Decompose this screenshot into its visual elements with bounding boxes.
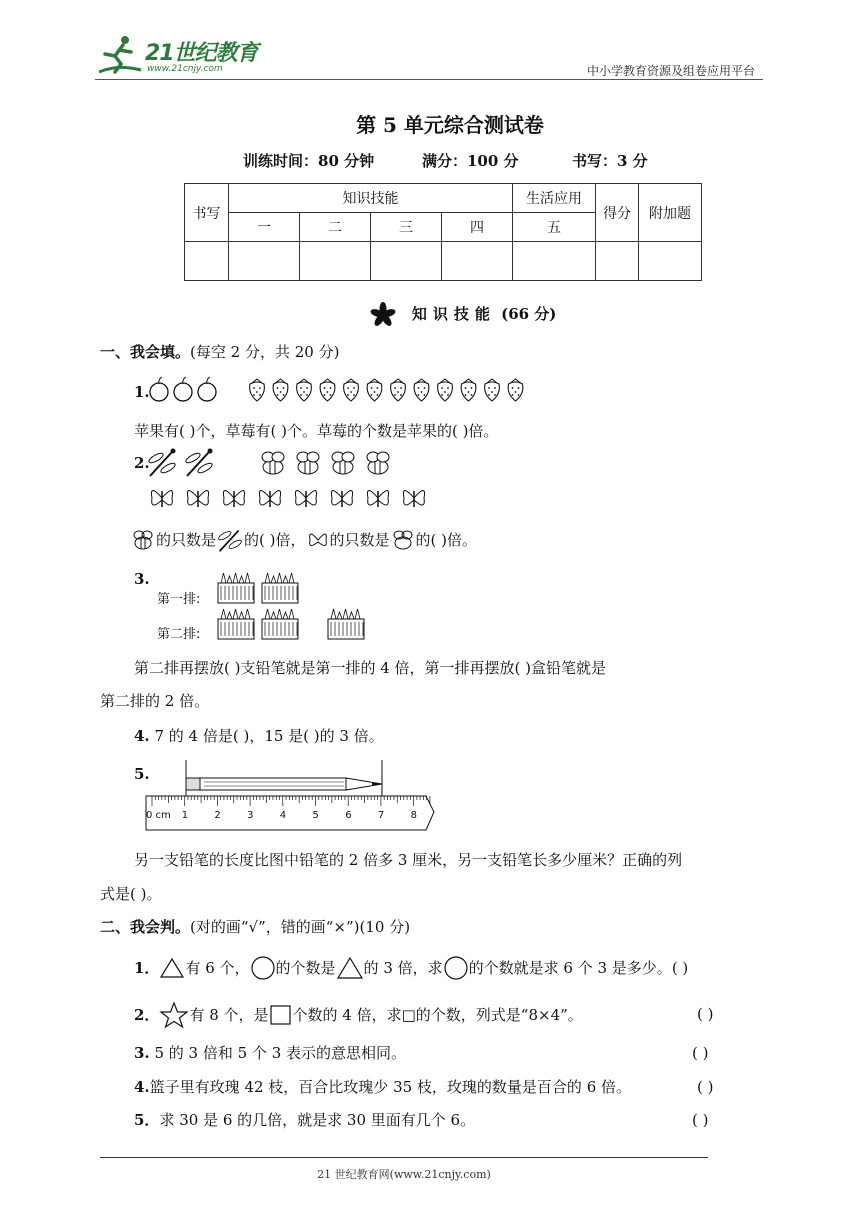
butterfly-icon xyxy=(187,491,208,508)
judge-text: 有 8 个，是 xyxy=(189,1006,269,1024)
score-col-knowledge: 知识技能 xyxy=(229,184,513,213)
ruler-label: 7 xyxy=(377,810,385,821)
ruler-label: 3 xyxy=(247,810,254,821)
judge-text: 的个数是 xyxy=(275,959,336,977)
strawberry-icons xyxy=(246,378,531,402)
platform-label: 中小学教育资源及组卷应用平台 xyxy=(586,64,755,78)
q4-number: 4. xyxy=(134,727,150,745)
apple-icon xyxy=(148,376,170,402)
score-col-bonus: 附加题 xyxy=(639,184,702,242)
score-table xyxy=(184,183,702,281)
section-heading xyxy=(0,302,860,328)
judge-text: 篮子里有玫瑰 42 枝，百合比玫瑰少 35 枝，玫瑰的数量是百合的 6 倍。 xyxy=(149,1078,632,1096)
q5-number: 5. xyxy=(134,765,150,783)
ruler-label: 1 xyxy=(181,810,189,821)
answer-paren[interactable]: ( ) xyxy=(692,1044,709,1062)
pencil-ruler-icon xyxy=(144,760,436,832)
score-col-score: 得分 xyxy=(596,184,639,242)
bee-icon xyxy=(130,528,156,552)
triangle-icon xyxy=(159,957,185,979)
butterfly-icon xyxy=(331,491,352,508)
runner-logo-icon xyxy=(95,34,143,78)
page-title: 第 5 单元综合测试卷 xyxy=(356,113,544,137)
q4-text: 7 的 4 倍是( )，15 是( )的 3 倍。 xyxy=(154,727,384,745)
circle-icon xyxy=(443,956,469,980)
pencil-box-icon xyxy=(262,609,298,639)
score-sub-5: 五 xyxy=(513,213,596,242)
butterfly-icon xyxy=(295,491,316,508)
score-cell[interactable] xyxy=(513,242,596,281)
score-cell[interactable] xyxy=(229,242,300,281)
answer-paren[interactable]: ( ) xyxy=(671,959,689,977)
star-icon xyxy=(159,1001,189,1029)
strawberry-icon xyxy=(250,379,265,401)
score-cell[interactable] xyxy=(371,242,442,281)
pencil-box-icon xyxy=(218,573,254,603)
judge-num: 2． xyxy=(134,1006,160,1024)
strawberry-group xyxy=(246,378,531,406)
q2-text xyxy=(130,527,477,553)
ruler-label: 2 xyxy=(214,810,221,821)
bee-icon xyxy=(332,452,354,474)
apple-icon xyxy=(172,376,194,402)
triangle-icon xyxy=(336,956,364,980)
judge-text: 求 30 是 6 的几倍，就是求 30 里面有几个 6。 xyxy=(159,1111,476,1129)
strawberry-icon xyxy=(414,379,429,401)
score-sub-3: 三 xyxy=(371,213,442,242)
butterfly-icons xyxy=(148,483,438,513)
part1-note: (每空 2 分，共 20 分) xyxy=(190,343,340,361)
judge-num: 5． xyxy=(134,1111,160,1129)
part2-note: (对的画“√”，错的画“×”)(10 分) xyxy=(190,918,411,936)
q3-row1-label: 第一排: xyxy=(157,592,201,607)
footer-divider xyxy=(100,1157,708,1158)
q2-number: 2. xyxy=(134,454,150,472)
butterfly-icon xyxy=(259,491,280,508)
q5-line1: 另一支铅笔的长度比图中铅笔的 2 倍多 3 厘米，另一支铅笔长多少厘米？正确的列 xyxy=(134,851,683,869)
q3-number: 3. xyxy=(134,570,150,588)
bee-icon xyxy=(297,452,319,474)
ruler-label: 8 xyxy=(410,810,417,821)
meta-full: 满分：100 分 xyxy=(422,152,519,170)
score-cell[interactable] xyxy=(300,242,371,281)
strawberry-icon xyxy=(508,379,523,401)
q5-line2: 式是( )。 xyxy=(100,885,162,903)
strawberry-icon xyxy=(320,379,335,401)
dragonfly-group xyxy=(146,448,215,482)
part2-heading xyxy=(100,917,410,937)
square-icon xyxy=(269,1004,293,1026)
part1-title: 一、我会填。 xyxy=(100,343,191,361)
judge-item-1 xyxy=(134,956,688,980)
q1-text: 苹果有( )个，草莓有( )个。草莓的个数是苹果的( )倍。 xyxy=(134,422,499,440)
strawberry-icon xyxy=(297,379,312,401)
pencil-box-icon xyxy=(262,573,298,603)
q2-text-b: 的( )倍， xyxy=(244,531,306,549)
pencil-box-icon xyxy=(328,609,364,639)
ruler-label: 5 xyxy=(312,810,319,821)
answer-paren[interactable]: ( ) xyxy=(692,1111,709,1129)
judge-num: 1． xyxy=(134,959,160,977)
score-sub-1: 一 xyxy=(229,213,300,242)
meta-time: 训练时间：80 分钟 xyxy=(243,152,375,170)
strawberry-icon xyxy=(344,379,359,401)
bee-icon xyxy=(390,528,416,552)
apple-group xyxy=(148,376,218,402)
flower-icon xyxy=(369,302,397,328)
bee-icon xyxy=(367,452,389,474)
logo-text: 21世纪教育 xyxy=(145,41,258,66)
ruler-label: 4 xyxy=(279,810,287,821)
judge-text: 个数的 4 倍，求□的个数，列式是“8×4”。 xyxy=(292,1006,583,1024)
meta-writing: 书写：3 分 xyxy=(572,152,648,170)
butterfly-icon xyxy=(367,491,388,508)
judge-text: 的个数就是求 6 个 3 是多少。 xyxy=(468,959,672,977)
ruler-label: 0 cm xyxy=(146,810,171,821)
strawberry-icon xyxy=(485,379,500,401)
strawberry-icon xyxy=(391,379,406,401)
pencil-box-icon xyxy=(218,609,254,639)
butterfly-icon xyxy=(223,491,244,508)
section-label: 知识技能 xyxy=(411,305,496,323)
pencil-box-row2 xyxy=(217,605,367,645)
logo-url: www.21cnjy.com xyxy=(147,64,223,74)
q1-number: 1. xyxy=(134,383,150,401)
butterfly-icon xyxy=(151,491,172,508)
judge-text: 5 的 3 倍和 5 个 3 表示的意思相同。 xyxy=(154,1044,407,1062)
judge-num: 3. xyxy=(134,1044,150,1062)
judge-item-4 xyxy=(134,1077,631,1097)
strawberry-icon xyxy=(367,379,382,401)
judge-text: 有 6 个， xyxy=(185,959,250,977)
apple-icon xyxy=(196,376,218,402)
logo xyxy=(95,34,265,80)
judge-item-3 xyxy=(134,1043,406,1063)
pencil-box-row1 xyxy=(217,569,307,609)
q3-line2: 第二排的 2 倍。 xyxy=(100,692,210,710)
footer-text: 21 世纪教育网(www.21cnjy.com) xyxy=(317,1168,491,1181)
q4 xyxy=(134,726,384,746)
ruler-label: 6 xyxy=(345,810,352,821)
judge-num: 4. xyxy=(134,1078,150,1096)
score-sub-4: 四 xyxy=(442,213,513,242)
q2-text-d: 的( )倍。 xyxy=(415,531,477,549)
judge-item-5 xyxy=(134,1110,475,1130)
score-cell[interactable] xyxy=(185,242,229,281)
ruler-figure xyxy=(144,760,436,832)
answer-paren[interactable]: ( ) xyxy=(697,1078,714,1096)
judge-item-2 xyxy=(134,1001,583,1029)
judge-text: 的 3 倍，求 xyxy=(363,959,443,977)
part2-title: 二、我会判。 xyxy=(100,918,191,936)
bee-group xyxy=(258,448,398,482)
strawberry-icon xyxy=(273,379,288,401)
score-cell[interactable] xyxy=(442,242,513,281)
score-cell[interactable] xyxy=(596,242,639,281)
header-divider xyxy=(95,79,763,80)
q2-text-a: 的只数是 xyxy=(156,531,217,549)
butterfly-icon xyxy=(403,491,424,508)
bee-icon xyxy=(262,452,284,474)
butterfly-icon xyxy=(306,528,330,552)
pencil-box-icons xyxy=(217,605,367,641)
dragonfly-icon xyxy=(146,448,178,478)
score-col-life: 生活应用 xyxy=(513,184,596,213)
q2-text-c: 的只数是 xyxy=(329,531,390,549)
q3-line1: 第二排再摆放( )支铅笔就是第一排的 4 倍，第一排再摆放( )盒铅笔就是 xyxy=(134,659,607,677)
q3-row2-label: 第二排: xyxy=(157,627,201,642)
score-sub-2: 二 xyxy=(300,213,371,242)
strawberry-icon xyxy=(438,379,453,401)
score-col-writing: 书写 xyxy=(185,184,229,242)
butterfly-group xyxy=(148,483,438,517)
score-cell[interactable] xyxy=(639,242,702,281)
section-points: (66 分) xyxy=(501,305,557,323)
dragonfly-icon xyxy=(183,448,215,478)
strawberry-icon xyxy=(461,379,476,401)
part1-heading xyxy=(100,342,339,362)
pencil-box-icons xyxy=(217,569,307,605)
answer-paren[interactable]: ( ) xyxy=(697,1005,714,1023)
circle-icon xyxy=(250,956,276,980)
bee-icons xyxy=(258,448,398,478)
dragonfly-icon xyxy=(216,527,244,553)
